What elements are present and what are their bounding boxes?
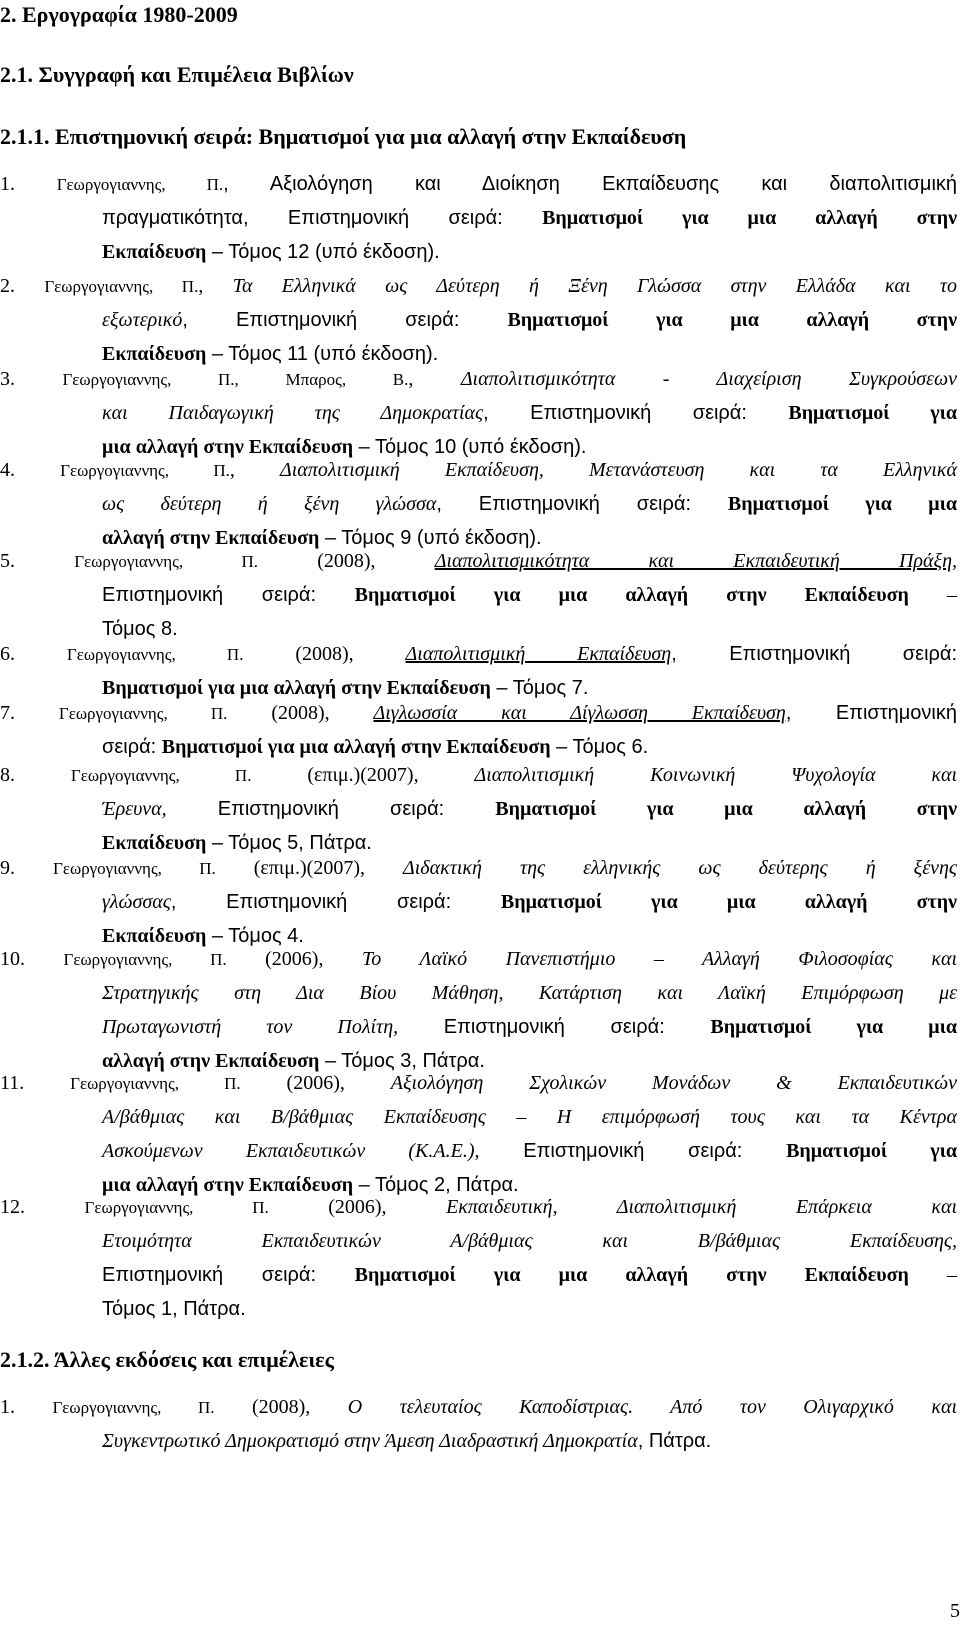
entry-line: 7. Γεωργογιαννης, Π. (2008), Διγλωσσία και Δίγλωσση Εκπαίδευση, Επιστημονική bbox=[0, 702, 957, 724]
book-title: γλώσσας bbox=[102, 891, 171, 913]
entry-line: γλώσσας, Επιστημονική σειρά: Βηματισμοί για μια αλλαγή στην bbox=[102, 891, 957, 913]
author: Γεωργογιαννης, Π. bbox=[52, 1398, 215, 1417]
book-title: Το Λαϊκό Πανεπιστήμιο – Αλλαγή Φιλοσοφίας και bbox=[361, 948, 958, 970]
entry-line: Επιστημονική σειρά: Βηματισμοί για μια αλλαγή στην Εκπαίδευση – bbox=[102, 584, 958, 606]
book-title: Διαπολιτισμική Εκπαίδευση bbox=[405, 643, 672, 665]
book-title: ως δεύτερη ή ξένη γλώσσα bbox=[102, 493, 437, 515]
subsection-heading-2-1-2: 2.1.2. Άλλες εκδόσεις και επιμέλειες bbox=[0, 1347, 334, 1372]
entry-line: Συγκεντρωτικό Δημοκρατισμό στην Άμεση Διαδραστική Δημοκρατία, Πάτρα. bbox=[102, 1430, 712, 1452]
book-title: Διδακτική της ελληνικής ως δεύτερης ή ξένης bbox=[403, 857, 957, 879]
book-title: Στρατηγικής στη Δια Βίου Μάθηση, Κατάρτιση και Λαϊκή Επιμόρφωση με bbox=[102, 982, 957, 1004]
series-name: Βηματισμοί για μια bbox=[727, 493, 957, 515]
entry-line: Πρωταγωνιστή τον Πολίτη, Επιστημονική σειρά: Βηματισμοί για μια bbox=[102, 1016, 957, 1038]
entry-line: Εκπαίδευση – Τόμος 4. bbox=[102, 925, 304, 947]
entry-line: 4. Γεωργογιαννης, Π., Διαπολιτισμική Εκπαίδευση, Μετανάστευση και τα Ελληνικά bbox=[0, 459, 958, 481]
author: Γεωργογιαννης, Π. bbox=[70, 1074, 241, 1093]
entry-line: 2. Γεωργογιαννης, Π., Τα Ελληνικά ως Δεύτερη ή Ξένη Γλώσσα στην Ελλάδα και το bbox=[0, 275, 958, 297]
series-name: Εκπαίδευση bbox=[102, 241, 207, 263]
book-title: Εκπαιδευτική, Διαπολιτισμική Επάρκεια και bbox=[446, 1196, 958, 1218]
series-name: Βηματισμοί για μια αλλαγή στην bbox=[495, 798, 958, 820]
entry-line: Τόμος 8. bbox=[102, 618, 178, 640]
series-name: αλλαγή στην Εκπαίδευση bbox=[102, 1050, 320, 1072]
entry-line: 5. Γεωργογιαννης, Π. (2008), Διαπολιτισμικότητα και Εκπαιδευτική Πράξη, bbox=[0, 550, 957, 572]
author: Γεωργογιαννης, Π. bbox=[74, 552, 259, 571]
book-title: Αξιολόγηση Σχολικών Μονάδων & Εκπαιδευτικών bbox=[390, 1072, 957, 1094]
series-name: Βηματισμοί για μια αλλαγή στην Εκπαίδευση bbox=[354, 1264, 909, 1286]
entry-line: Έρευνα, Επιστημονική σειρά: Βηματισμοί για μια αλλαγή στην bbox=[102, 798, 958, 820]
subsection-heading-2-1: 2.1. Συγγραφή και Επιμέλεια Βιβλίων bbox=[0, 62, 354, 87]
entry-line bbox=[102, 1102, 957, 1132]
entry-line: αλλαγή στην Εκπαίδευση – Τόμος 3, Πάτρα. bbox=[102, 1050, 485, 1072]
book-title: Πρωταγωνιστή τον Πολίτη, bbox=[102, 1016, 399, 1038]
entry-line: 1. Γεωργογιαννης, Π., Αξιολόγηση και Διοίκηση Εκπαίδευσης και διαπολιτισμική bbox=[0, 173, 958, 195]
author: Γεωργογιαννης, Π. bbox=[60, 461, 230, 480]
series-name: Βηματισμοί για μια bbox=[710, 1016, 957, 1038]
entry-line: 10. Γεωργογιαννης, Π. (2006), Το Λαϊκό Πανεπιστήμιο – Αλλαγή Φιλοσοφίας και bbox=[0, 948, 958, 970]
entry-line: ως δεύτερη ή ξένη γλώσσα, Επιστημονική σειρά: Βηματισμοί για μια bbox=[102, 493, 957, 515]
series-name: Βηματισμοί για μια αλλαγή στην Εκπαίδευση bbox=[354, 584, 909, 606]
entry-line: αλλαγή στην Εκπαίδευση – Τόμος 9 (υπό έκδοση). bbox=[102, 527, 542, 549]
entry-line: και Παιδαγωγική της Δημοκρατίας, Επιστημονική σειρά: Βηματισμοί για bbox=[102, 402, 957, 424]
book-title: Ασκούμενων Εκπαιδευτικών (Κ.Α.Ε.), bbox=[102, 1140, 480, 1162]
author: Γεωργογιαννης, Π. bbox=[58, 704, 228, 723]
book-title: Τα Ελληνικά ως Δεύτερη ή Ξένη Γλώσσα στην Ελλάδα και το bbox=[232, 275, 958, 297]
entry-line: Ασκούμενων Εκπαιδευτικών (Κ.Α.Ε.), Επιστημονική σειρά: Βηματισμοί για bbox=[102, 1140, 957, 1162]
entry-line: εξωτερικό, Επιστημονική σειρά: Βηματισμοί για μια αλλαγή στην bbox=[102, 309, 957, 331]
author: Γεωργογιαννης, Π. bbox=[53, 859, 216, 878]
book-title: Ετοιμότητα Εκπαιδευτικών Α/βάθμιας και Β/βάθμιας Εκπαίδευσης, bbox=[102, 1230, 957, 1252]
author: Γεωργογιαννης, Π., Μπαρος, Β. bbox=[62, 370, 409, 389]
series-name: Βηματισμοί για μια αλλαγή στην Εκπαίδευση bbox=[102, 677, 491, 699]
series-name: Βηματισμοί για μια αλλαγή στην Εκπαίδευση bbox=[161, 736, 551, 758]
book-title: Α/βάθμιας και Β/βάθμιας Εκπαίδευσης – Η επιμόρφωσή τους και τα Κέντρα bbox=[102, 1106, 957, 1128]
author: Γεωργογιαννης, Π. bbox=[70, 766, 252, 785]
book-title: και Παιδαγωγική της Δημοκρατίας bbox=[102, 402, 484, 424]
series-name: Βηματισμοί για bbox=[786, 1140, 957, 1162]
page-number: 5 bbox=[950, 1600, 960, 1622]
book-title: Έρευνα, bbox=[102, 798, 167, 820]
book-title: Ο τελευταίος Καποδίστριας. Από τον Ολιγαρχικό και bbox=[347, 1396, 957, 1418]
author: Γεωργογιαννης, Π. bbox=[56, 175, 224, 194]
entry-line: Εκπαίδευση – Τόμος 12 (υπό έκδοση). bbox=[102, 241, 440, 263]
series-name: Εκπαίδευση bbox=[102, 925, 207, 947]
series-name: Βηματισμοί για μια αλλαγή στην bbox=[507, 309, 957, 331]
series-name: Εκπαίδευση bbox=[102, 832, 207, 854]
series-name: Βηματισμοί για μια αλλαγή στην bbox=[542, 207, 957, 229]
entry-line: Βηματισμοί για μια αλλαγή στην Εκπαίδευση – Τόμος 7. bbox=[102, 677, 589, 699]
entry-line: 12. Γεωργογιαννης, Π. (2006), Εκπαιδευτική, Διαπολιτισμική Επάρκεια και bbox=[0, 1196, 958, 1218]
book-title: Διγλωσσία και Δίγλωσση Εκπαίδευση bbox=[373, 702, 786, 724]
entry-line: πραγματικότητα, Επιστημονική σειρά: Βηματισμοί για μια αλλαγή στην bbox=[102, 207, 957, 229]
author: Γεωργογιαννης, Π. bbox=[66, 645, 244, 664]
book-title: Διαπολιτισμικότητα και Εκπαιδευτική Πράξη, bbox=[434, 550, 957, 572]
series-name: Εκπαίδευση bbox=[102, 343, 207, 365]
book-title: Διαπολιτισμική Εκπαίδευση, Μετανάστευση και τα Ελληνικά bbox=[280, 459, 958, 481]
book-title: Συγκεντρωτικό Δημοκρατισμό στην Άμεση Διαδραστική Δημοκρατία bbox=[102, 1430, 638, 1452]
entry-line: Επιστημονική σειρά: Βηματισμοί για μια αλλαγή στην Εκπαίδευση – bbox=[102, 1264, 958, 1286]
entry-line: μια αλλαγή στην Εκπαίδευση – Τόμος 2, Πάτρα. bbox=[102, 1174, 519, 1196]
author: Γεωργογιαννης, Π. bbox=[63, 950, 227, 969]
entry-line: 9. Γεωργογιαννης, Π. (επιμ.)(2007), Διδακτική της ελληνικής ως δεύτερης ή ξένης bbox=[0, 857, 957, 879]
section-heading-2: 2. Εργογραφία 1980-2009 bbox=[0, 2, 238, 27]
series-name: Βηματισμοί για bbox=[788, 402, 957, 424]
book-title: Διαπολιτισμικότητα - Διαχείριση Συγκρούσεων bbox=[460, 368, 958, 390]
entry-line: Εκπαίδευση – Τόμος 11 (υπό έκδοση). bbox=[102, 343, 439, 365]
author: Γεωργογιαννης, Π. bbox=[84, 1198, 269, 1217]
entry-line: Τόμος 1, Πάτρα. bbox=[102, 1298, 246, 1320]
series-name: Βηματισμοί για μια αλλαγή στην bbox=[500, 891, 957, 913]
entry-line bbox=[102, 978, 957, 1008]
book-title: Διαπολιτισμική Κοινωνική Ψυχολογία και bbox=[474, 764, 958, 786]
entry-line: 11. Γεωργογιαννης, Π. (2006), Αξιολόγηση Σχολικών Μονάδων & Εκπαιδευτικών bbox=[0, 1072, 957, 1094]
author: Γεωργογιαννης, Π. bbox=[44, 277, 199, 296]
subsection-heading-2-1-1: 2.1.1. Επιστημονική σειρά: Βηματισμοί για μια αλλαγή στην Εκπαίδευση bbox=[0, 124, 687, 149]
entry-line: μια αλλαγή στην Εκπαίδευση – Τόμος 10 (υπό έκδοση). bbox=[102, 436, 587, 458]
entry-line: 6. Γεωργογιαννης, Π. (2008), Διαπολιτισμική Εκπαίδευση, Επιστημονική σειρά: bbox=[0, 643, 958, 665]
series-name: αλλαγή στην Εκπαίδευση bbox=[102, 527, 320, 549]
book-title: εξωτερικό bbox=[102, 309, 183, 331]
entry-line: 3. Γεωργογιαννης, Π., Μπαρος, Β., Διαπολιτισμικότητα - Διαχείριση Συγκρούσεων bbox=[0, 368, 958, 390]
series-name: μια αλλαγή στην Εκπαίδευση bbox=[102, 436, 354, 458]
entry-line bbox=[102, 1226, 957, 1256]
entry-line: 8. Γεωργογιαννης, Π. (επιμ.)(2007), Διαπολιτισμική Κοινωνική Ψυχολογία και bbox=[0, 764, 958, 786]
entry-line: σειρά: Βηματισμοί για μια αλλαγή στην Εκπαίδευση – Τόμος 6. bbox=[102, 736, 649, 758]
entry-line: 1. Γεωργογιαννης, Π. (2008), Ο τελευταίος Καποδίστριας. Από τον Ολιγαρχικό και bbox=[0, 1396, 957, 1418]
series-name: μια αλλαγή στην Εκπαίδευση bbox=[102, 1174, 354, 1196]
entry-line: Εκπαίδευση – Τόμος 5, Πάτρα. bbox=[102, 832, 372, 854]
